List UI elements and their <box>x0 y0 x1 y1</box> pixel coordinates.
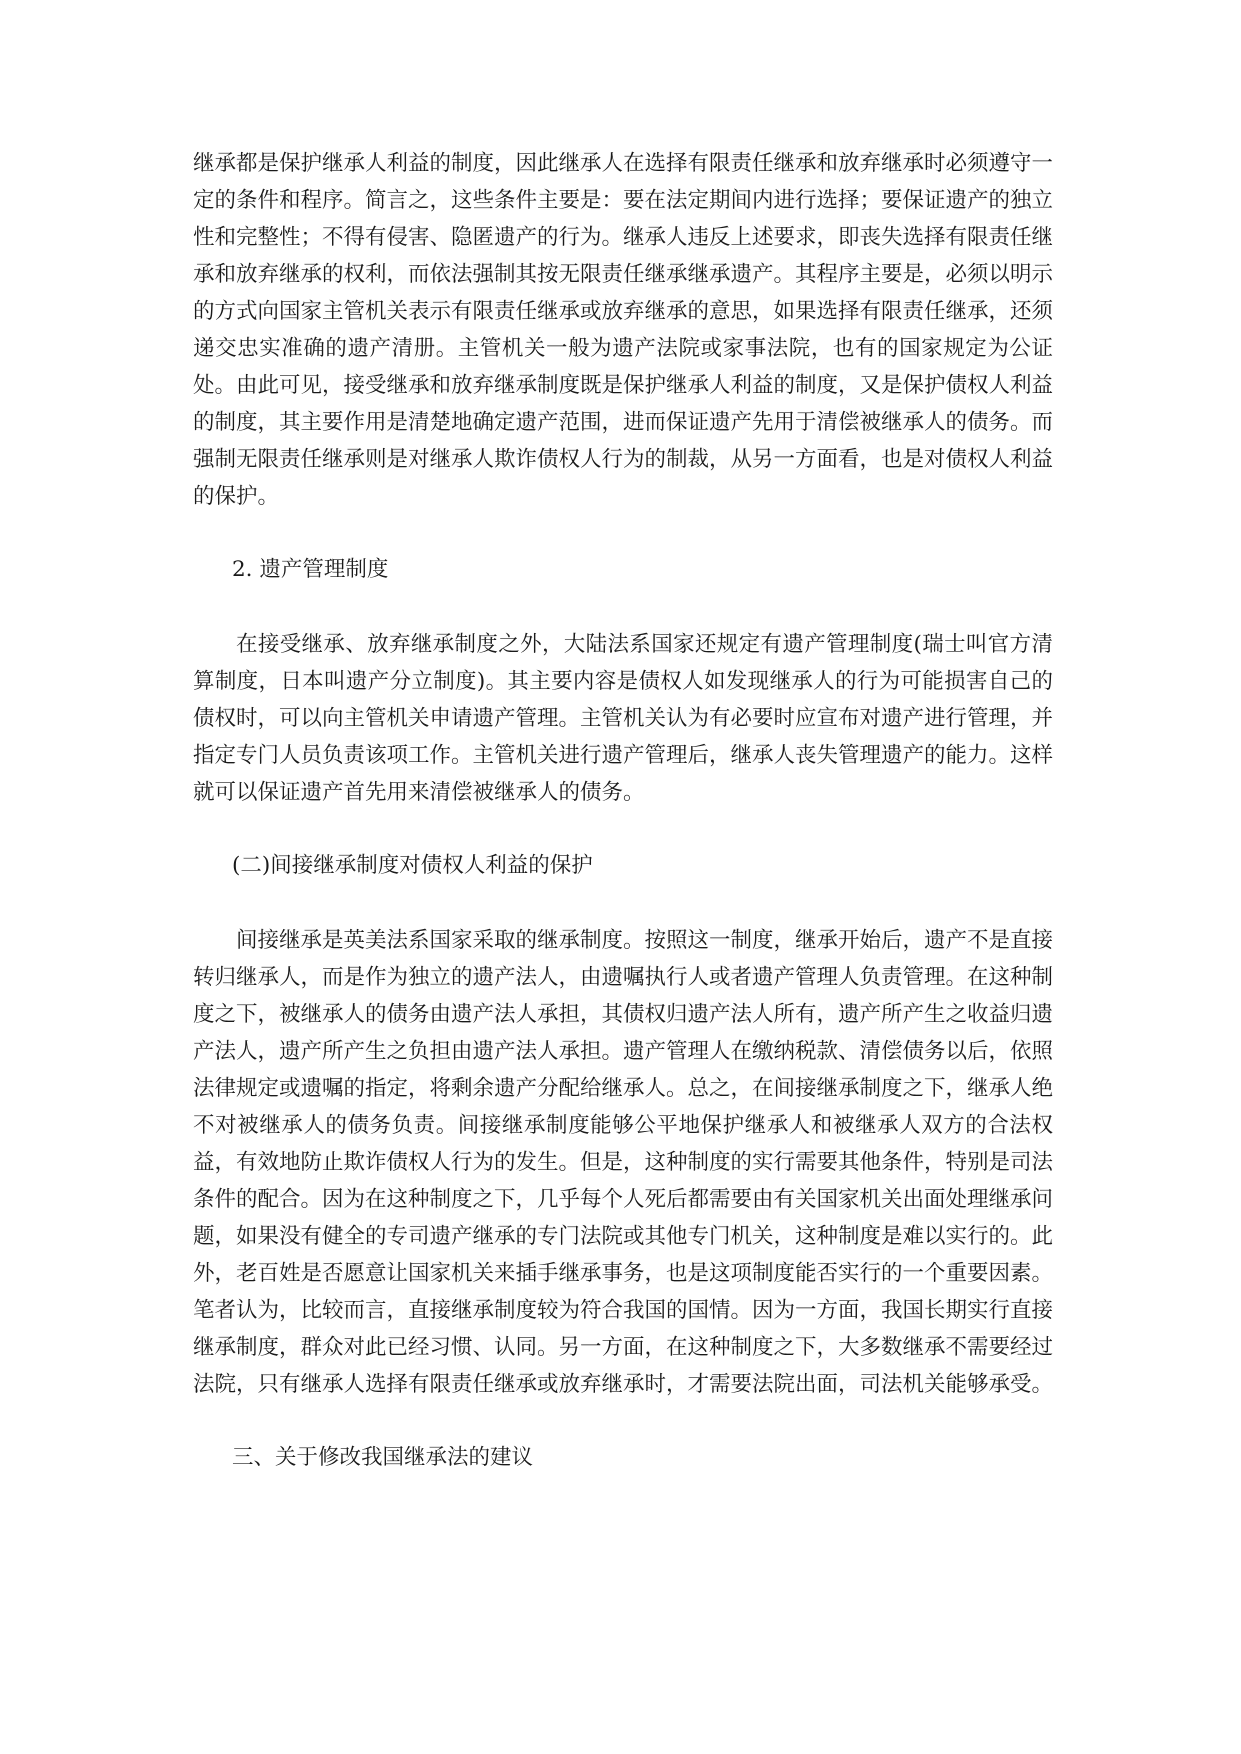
text-column <box>193 145 1053 1476</box>
section-heading-indirect-inheritance: (二)间接继承制度对债权人利益的保护 <box>232 853 593 878</box>
section-heading-estate-management: 2. 遗产管理制度 <box>232 557 389 582</box>
section-heading-law-revision: 三、关于修改我国继承法的建议 <box>232 1445 534 1470</box>
paragraph-indirect-inheritance: 间接继承是英美法系国家采取的继承制度。按照这一制度，继承开始后，遗产不是直接转归继承人，而是作为独立的遗产法人，由遗嘱执行人或者遗产管理人负责管理。在这种制度之下，被继承人的债务由遗产法人承担，其债权归遗产法人所有，遗产所产生之收益归遗产法人，遗产所产生之负担由遗产法人承担。遗产管理人在缴纳税款、清偿债务以后，依照法律规定或遗嘱的指定，将剩余遗产分配给继承人。总之，在间接继承制度之下，继承人绝不对被继承人的债务负责。间接继承制度能够公平地保护继承人和被继承人双方的合法权益，有效地防止欺诈债权人行为的发生。但是，这种制度的实行需要其他条件，特别是司法条件的配合。因为在这种制度之下，几乎每个人死后都需要由有关国家机关出面处理继承问题，如果没有健全的专司遗产继承的专门法院或其他专门机关，这种制度是难以实行的。此外，老百姓是否愿意让国家机关来插手继承事务，也是这项制度能否实行的一个重要因素。笔者认为，比较而言，直接继承制度较为符合我国的国情。因为一方面，我国长期实行直接继承制度，群众对此已经习惯、认同。另一方面，在这种制度之下，大多数继承不需要经过法院，只有继承人选择有限责任继承或放弃继承时，才需要法院出面，司法机关能够承受。 <box>193 928 1054 1397</box>
paragraph-inheritance-conditions: 继承都是保护继承人利益的制度，因此继承人在选择有限责任继承和放弃继承时必须遵守一定的条件和程序。简言之，这些条件主要是：要在法定期间内进行选择；要保证遗产的独立性和完整性；不得有侵害、隐匿遗产的行为。继承人违反上述要求，即丧失选择有限责任继承和放弃继承的权利，而依法强制其按无限责任继承继承遗产。其程序主要是，必须以明示的方式向国家主管机关表示有限责任继承或放弃继承的意思，如果选择有限责任继承，还须递交忠实准确的遗产清册。主管机关一般为遗产法院或家事法院，也有的国家规定为公证处。由此可见，接受继承和放弃继承制度既是保护继承人利益的制度，又是保护债权人利益的制度，其主要作用是清楚地确定遗产范围，进而保证遗产先用于清偿被继承人的债务。而强制无限责任继承则是对继承人欺诈债权人行为的制裁，从另一方面看，也是对债权人利益的保护。 <box>193 151 1054 509</box>
paragraph-estate-management: 在接受继承、放弃继承制度之外，大陆法系国家还规定有遗产管理制度(瑞士叫官方清算制度，日本叫遗产分立制度)。其主要内容是债权人如发现继承人的行为可能损害自己的债权时，可以向主管机关申请遗产管理。主管机关认为有必要时应宣布对遗产进行管理，并指定专门人员负责该项工作。主管机关进行遗产管理后，继承人丧失管理遗产的能力。这样就可以保证遗产首先用来清偿被继承人的债务。 <box>193 632 1054 805</box>
